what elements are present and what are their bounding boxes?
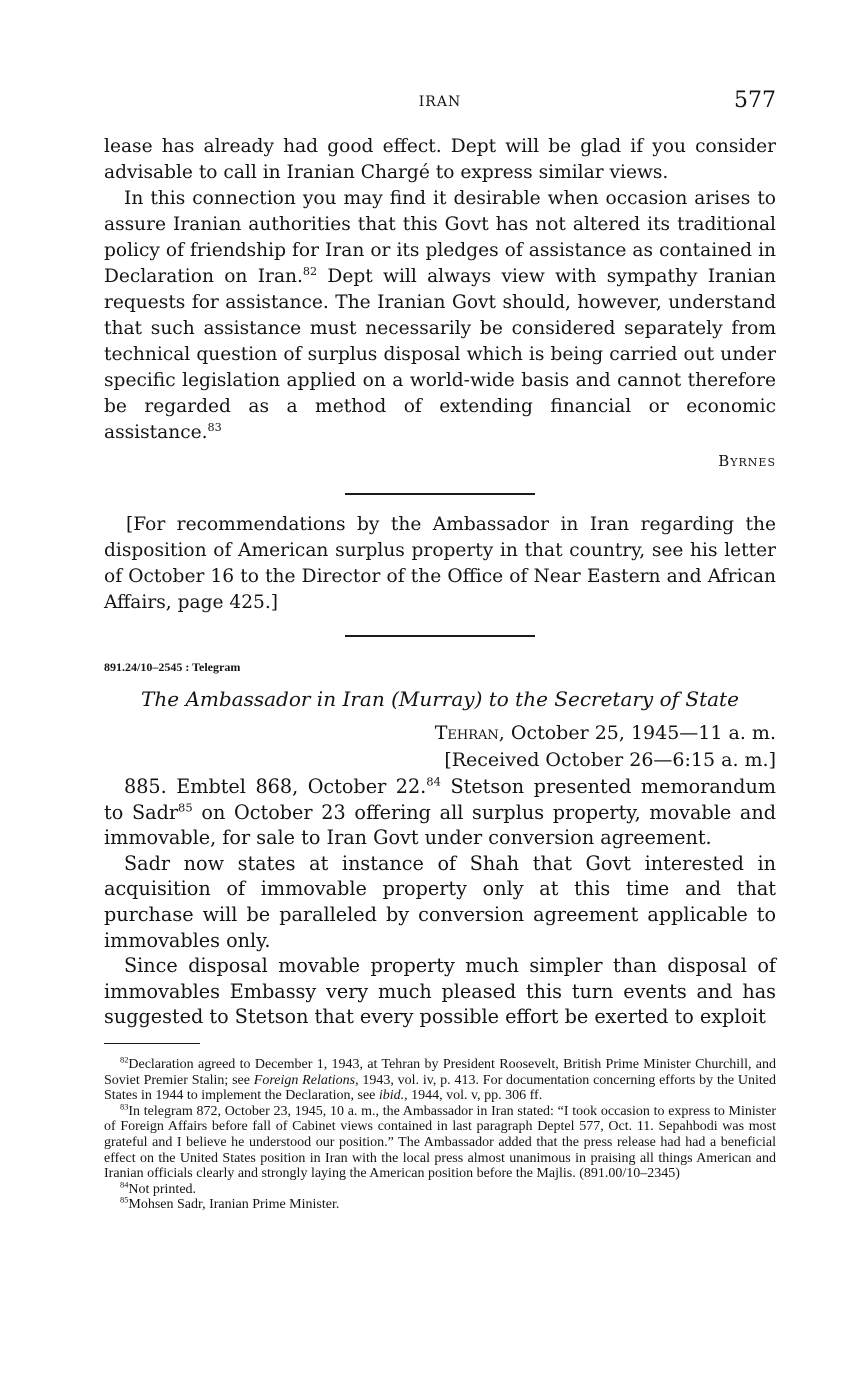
file-reference: 891.24/10–2545 : Telegram [104, 660, 241, 674]
received-line: [Received October 26—6:15 a. m.] [444, 749, 776, 771]
footnote-83: $^{83}$In telegram 872, October 23, 1945, 10 a. m., the Ambassador in Iran stated: “I took occasion to express to Minister of Foreign Affairs before fall of Cabinet views contained in last paragraph Deptel 577, Oct. 11. Sepahbodi was most grateful and I believe he understood our position.” The Ambassador added that the press release had had a beneficial effect on the United States position in Iran with the local press almost unanimous in praising all things American and Iranian officials clearly and strongly laying the American position before the Majlis. (891.00/10–2345) [104, 1102, 776, 1182]
footnote-marker: 84 [120, 1180, 129, 1190]
page-header [104, 88, 776, 122]
telegram-body [104, 774, 776, 1030]
footnote-ref-85[interactable]: 85 [178, 800, 193, 815]
footnote-ref-83[interactable]: 83 [207, 420, 222, 434]
telegram-paragraph-1: 885. Embtel 868, October 22.84 Stetson presented memorandum to Sadr$^{85}$ on October 23 offering all surplus property, movable and immovable, for sale to Iran Govt under conversion agreement. [104, 774, 777, 850]
footnote-85: $^{85}$Mohsen Sadr, Iranian Prime Minister. [120, 1195, 340, 1213]
dateline-date: , October 25, 1945—11 a. m. [498, 722, 776, 744]
dateline [104, 720, 776, 774]
footnotes [104, 1057, 776, 1213]
footnote-ref-82[interactable]: 82 [302, 264, 318, 278]
telegram-paragraph-3: Since disposal movable property much simpler than disposal of immovables Embassy very much pleased this turn events and has suggested to Stetson that every possible effort be exerted to exploit [104, 954, 776, 1029]
section-divider [345, 635, 535, 637]
continuation-paragraph-2: In this connection you may find it desirable when occasion arises to assure Iranian authorities that this Govt has not altered its traditional policy of friendship for Iran or its pledges of assistance as contained in Declaration on Iran.$^{82}$ Dept will always view with sympathy Iranian requests for assistance. The Iranian Govt should, however, understand that such assistance must necessarily be considered separately from technical question of surplus disposal which is being carried out under specific legislation applied on a world-wide basis and cannot therefore be regarded as a method of extending financial or economic assistance.$^{83}$ [104, 188, 777, 443]
page-number: 577 [734, 88, 776, 113]
footnote-divider [104, 1043, 200, 1044]
document-title: The Ambassador in Iran (Murray) to the Secretary of State [141, 687, 739, 711]
page-body [104, 134, 776, 1213]
section-divider [345, 493, 535, 495]
signature: Byrnes [718, 452, 776, 470]
footnote-marker: 85 [120, 1195, 129, 1205]
running-head: IRAN [418, 94, 462, 110]
telegram-paragraph-2: Sadr now states at instance of Shah that Govt interested in acquisition of immovable property only at this time and that purchase will be paralleled by conversion agreement applicable to immovables only. [104, 851, 776, 952]
footnote-ref-84[interactable]: 84 [426, 774, 441, 789]
footnote-marker: 82 [120, 1055, 129, 1065]
dateline-place: Tehran [434, 722, 499, 744]
document-page [104, 0, 776, 1380]
footnote-marker: 83 [120, 1102, 129, 1112]
footnote-82: $^{82}$Declaration agreed to December 1, 1943, at Tehran by President Roosevelt, British Prime Minister Churchill, and Soviet Premier Stalin; see Foreign Relations, 1943, vol. iv, p. 413. For documentation concerning efforts by the United States in 1944 to implement the Declaration, see ibid., 1944, vol. v, pp. 306 ff. [104, 1055, 776, 1104]
continuation-paragraph-1: lease has already had good effect. Dept will be glad if you consider advisable to call in Iranian Chargé to express similar views. [104, 136, 776, 183]
editorial-note: [For recommendations by the Ambassador in Iran regarding the disposition of American surplus property in that country, see his letter of October 16 to the Director of the Office of Near Eastern and African Affairs, page 425.] [104, 514, 776, 613]
footnote-84: $^{84}$Not printed. [120, 1180, 197, 1197]
